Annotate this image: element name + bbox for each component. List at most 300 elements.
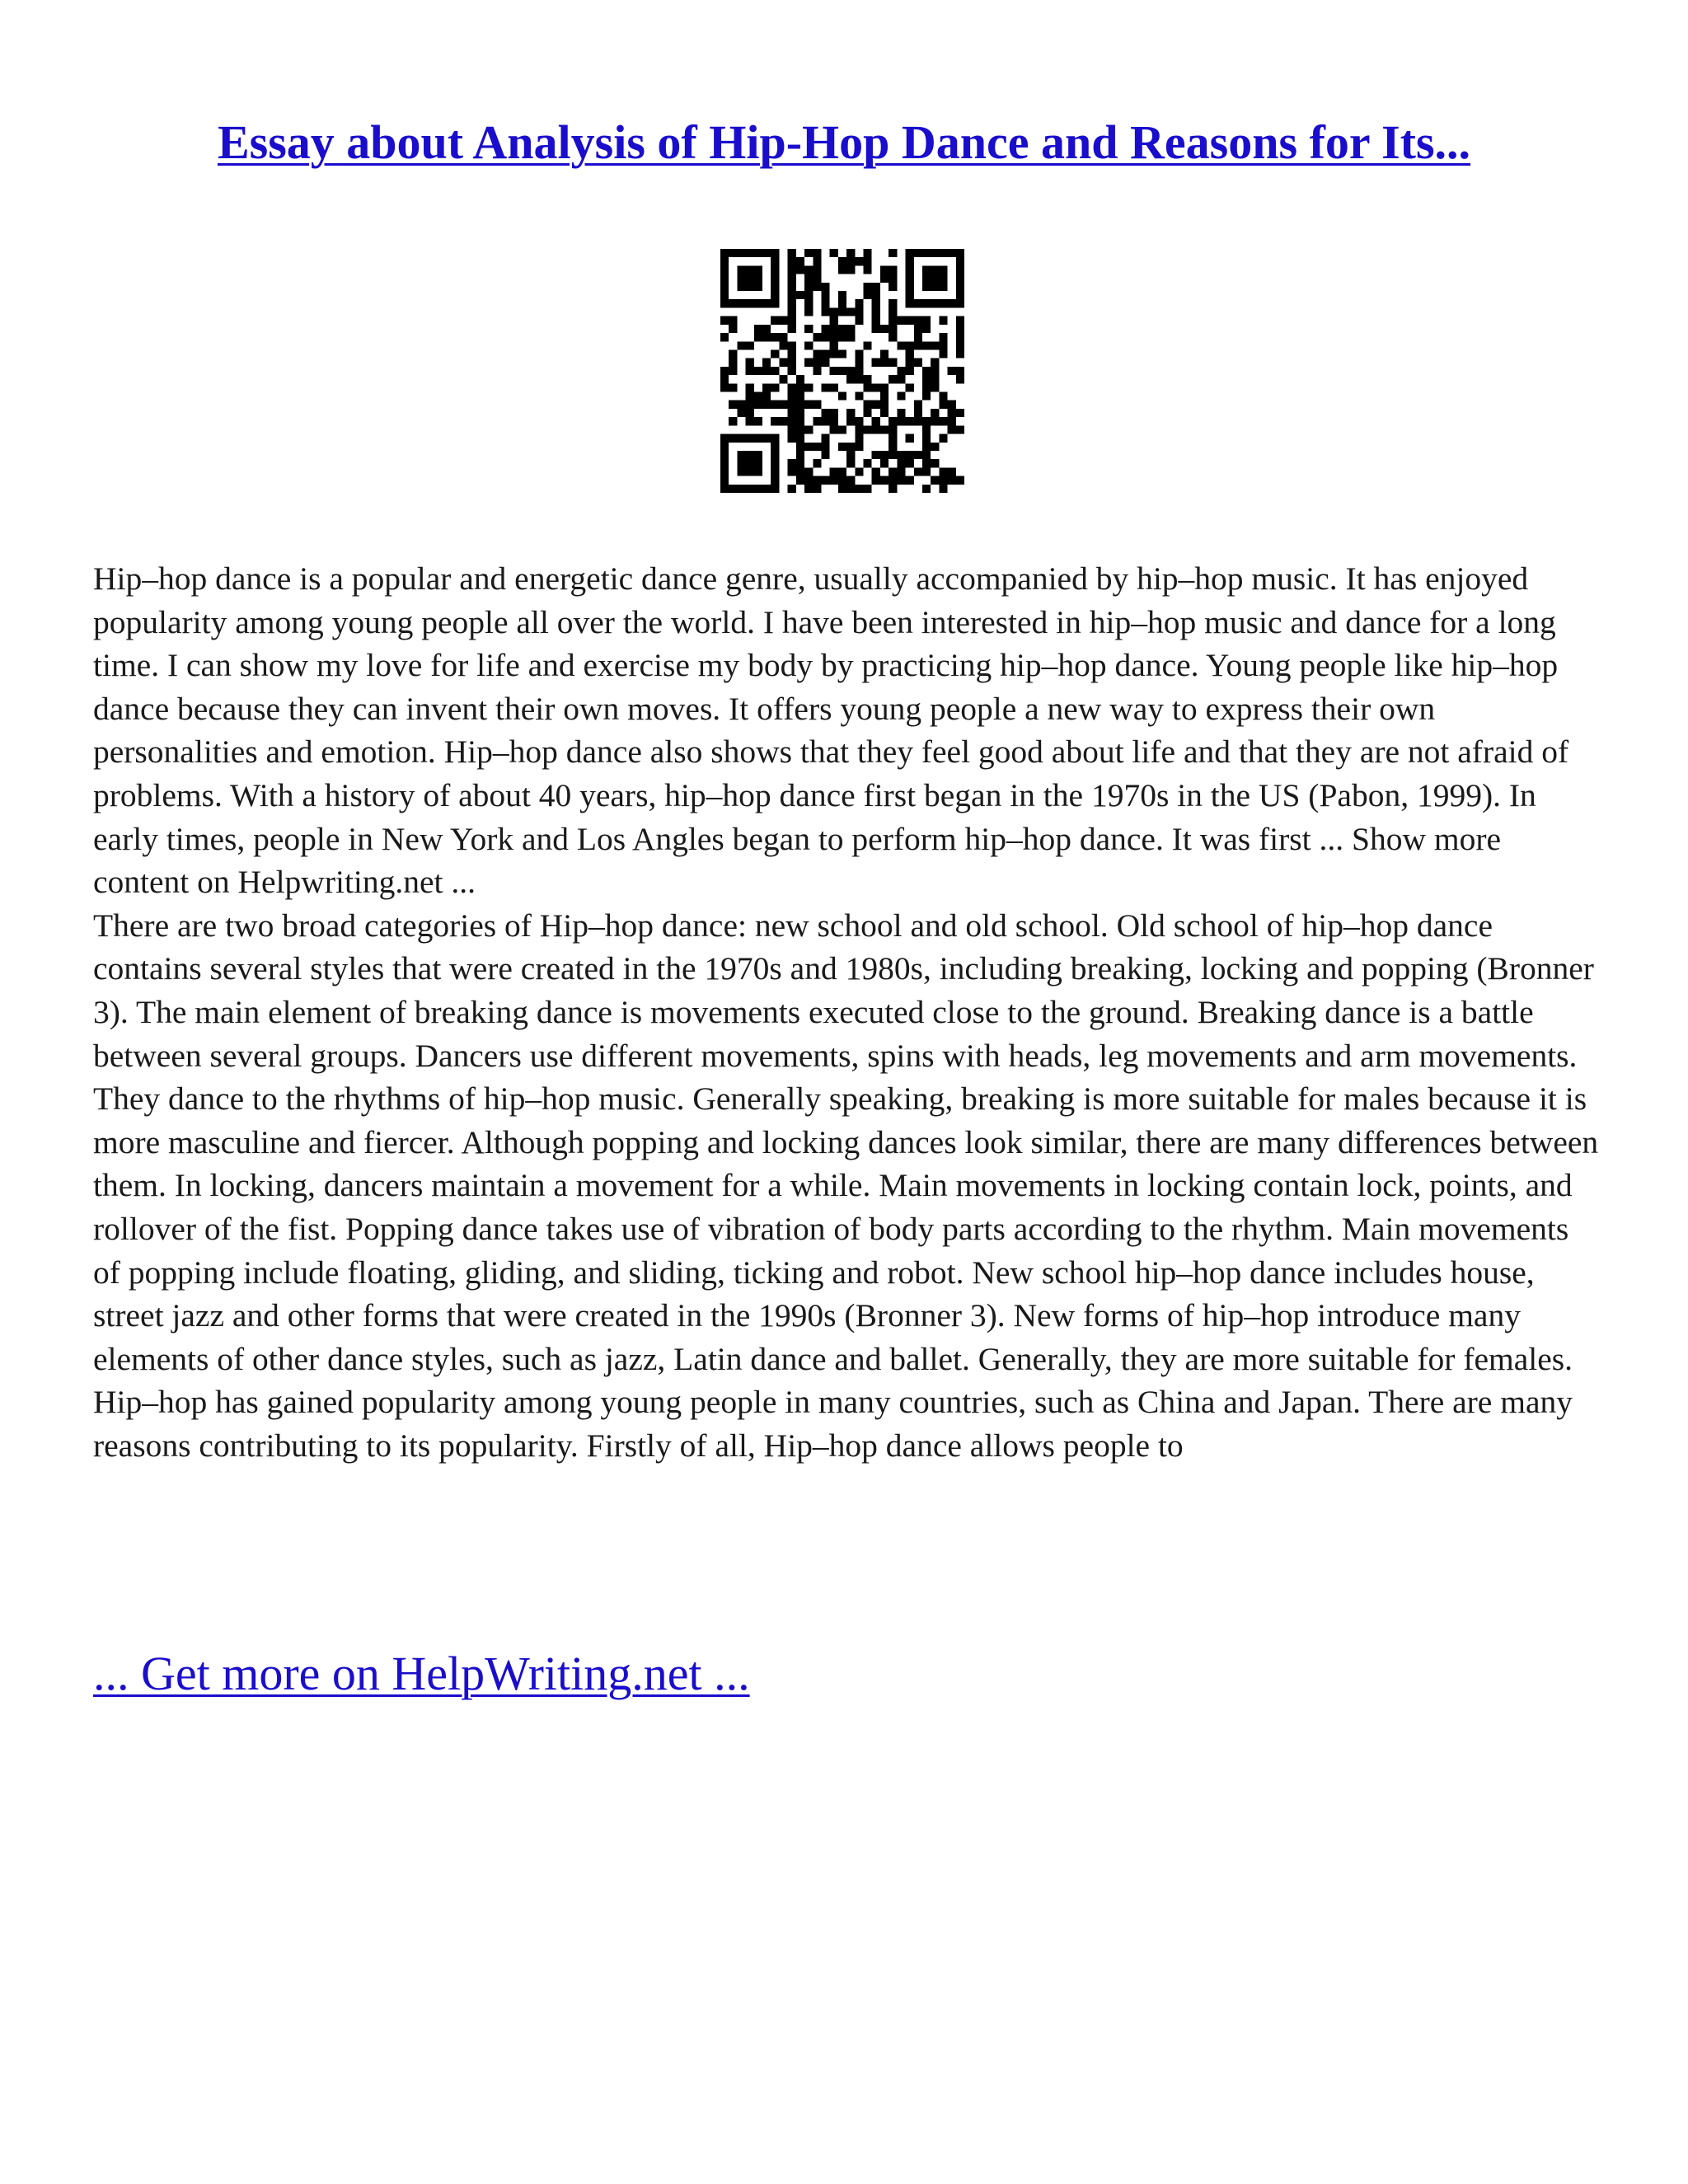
qr-module <box>762 367 771 375</box>
qr-module <box>746 409 754 417</box>
qr-module <box>771 274 779 283</box>
qr-module <box>939 333 947 341</box>
qr-module <box>922 367 931 375</box>
qr-module <box>804 401 813 409</box>
qr-module <box>922 283 931 291</box>
qr-module <box>922 467 931 476</box>
qr-module <box>729 359 737 367</box>
qr-module <box>846 367 855 375</box>
qr-module <box>813 367 821 375</box>
qr-module <box>906 249 914 257</box>
qr-module <box>939 316 947 325</box>
qr-module <box>846 417 855 425</box>
qr-module <box>889 359 897 367</box>
qr-module <box>889 274 897 283</box>
qr-module <box>830 249 838 257</box>
qr-module <box>846 409 855 417</box>
qr-module <box>846 375 855 383</box>
qr-module <box>914 401 922 409</box>
qr-module <box>796 425 804 434</box>
qr-module <box>939 283 947 291</box>
qr-module <box>737 299 745 307</box>
qr-module <box>746 434 754 443</box>
qr-module <box>813 443 821 451</box>
qr-module <box>872 299 880 307</box>
qr-module <box>906 451 914 459</box>
qr-module <box>897 409 905 417</box>
qr-module <box>889 434 897 443</box>
qr-module <box>906 316 914 325</box>
qr-module <box>838 333 846 341</box>
qr-module <box>821 476 829 485</box>
qr-module <box>771 283 779 291</box>
qr-module <box>788 249 796 257</box>
qr-module <box>762 359 771 367</box>
qr-module <box>746 383 754 391</box>
qr-module <box>922 265 931 274</box>
qr-module <box>846 265 855 274</box>
qr-module <box>762 383 771 391</box>
qr-module <box>956 316 964 325</box>
qr-module <box>889 485 897 493</box>
qr-module <box>889 467 897 476</box>
qr-module <box>880 383 889 391</box>
qr-module <box>821 333 829 341</box>
qr-module <box>889 307 897 316</box>
qr-module <box>897 451 905 459</box>
qr-module <box>729 367 737 375</box>
qr-module <box>838 349 846 358</box>
qr-module <box>830 333 838 341</box>
qr-module <box>746 485 754 493</box>
qr-module <box>804 485 813 493</box>
qr-module <box>796 459 804 467</box>
qr-module <box>897 316 905 325</box>
qr-module <box>864 425 872 434</box>
qr-module <box>846 451 855 459</box>
qr-module <box>821 325 829 333</box>
qr-module <box>931 443 939 451</box>
qr-module <box>804 291 813 299</box>
qr-module <box>821 434 829 443</box>
qr-module <box>906 257 914 265</box>
qr-module <box>830 467 838 476</box>
qr-module <box>906 383 914 391</box>
qr-module <box>788 291 796 299</box>
qr-module <box>855 299 863 307</box>
qr-module <box>956 409 964 417</box>
qr-module <box>914 417 922 425</box>
essay-paragraph-2: There are two broad categories of Hip–hop dance: new school and old school. Old school of hip–hop dance contains several styles that were created in the 1970s and 1980s, including breaking, locking and popping (Bronner 3). The main element of breaking dance is movements executed close to the ground. Breaking dance is a battle between several groups. Dancers use different movements, spins with heads, leg movements and arm movements. They dance to the rhythms of hip–hop music. Generally speaking, breaking is more suitable for males because it is more masculine and fiercer. Although popping and locking dances look similar, there are many differences between them. In locking, dancers maintain a movement for a while. Main movements in locking contain lock, points, and rollover of the fist. Popping dance takes use of vibration of body parts according to the rhythm. Main movements of popping include floating, gliding, and sliding, ticking and robot. New school hip–hop dance includes house, street jazz and other forms that were created in the 1990s (Bronner 3). New forms of hip–hop introduce many elements of other dance styles, such as jazz, Latin dance and ballet. Generally, they are more suitable for females. Hip–hop has gained popularity among young people in many countries, such as China and Japan. There are many reasons contributing to its popularity. Firstly of all, Hip–hop dance allows people to <box>93 907 1599 1464</box>
qr-module <box>746 249 754 257</box>
qr-module <box>821 383 829 391</box>
qr-module <box>855 375 863 383</box>
qr-module <box>754 451 762 459</box>
qr-module <box>729 349 737 358</box>
qr-module <box>737 341 745 349</box>
qr-module <box>855 359 863 367</box>
qr-module <box>948 476 956 485</box>
qr-module <box>906 367 914 375</box>
qr-module <box>821 299 829 307</box>
qr-module <box>914 359 922 367</box>
qr-module <box>956 274 964 283</box>
qr-module <box>771 316 779 325</box>
qr-module <box>838 299 846 307</box>
qr-module <box>956 367 964 375</box>
qr-module <box>880 274 889 283</box>
qr-module <box>931 359 939 367</box>
qr-module <box>830 325 838 333</box>
qr-module <box>788 265 796 274</box>
qr-module <box>956 349 964 358</box>
qr-module <box>720 249 729 257</box>
qr-module <box>821 451 829 459</box>
qr-module <box>880 349 889 358</box>
qr-module <box>897 467 905 476</box>
qr-module <box>720 476 729 485</box>
qr-module <box>771 383 779 391</box>
qr-module <box>720 459 729 467</box>
qr-module <box>880 401 889 409</box>
qr-module <box>762 333 771 341</box>
qr-module <box>838 425 846 434</box>
qr-module <box>948 417 956 425</box>
qr-module <box>872 283 880 291</box>
qr-module <box>788 417 796 425</box>
qr-module <box>788 467 796 476</box>
qr-module <box>779 359 787 367</box>
essay-title-link[interactable]: Essay about Analysis of Hip-Hop Dance and Reasons for Its... <box>217 115 1471 169</box>
qr-module <box>956 249 964 257</box>
qr-module <box>796 375 804 383</box>
qr-module <box>796 451 804 459</box>
qr-module <box>931 274 939 283</box>
qr-module <box>720 367 729 375</box>
qr-module <box>864 485 872 493</box>
qr-module <box>889 249 897 257</box>
qr-module <box>762 401 771 409</box>
qr-module <box>864 291 872 299</box>
qr-module <box>838 265 846 274</box>
qr-module <box>788 425 796 434</box>
qr-module <box>889 375 897 383</box>
qr-module <box>864 341 872 349</box>
qr-module <box>804 265 813 274</box>
qr-module <box>846 333 855 341</box>
qr-module <box>737 434 745 443</box>
qr-module <box>948 409 956 417</box>
qr-module <box>897 392 905 401</box>
qr-module <box>821 291 829 299</box>
qr-module <box>754 485 762 493</box>
qr-module <box>796 476 804 485</box>
qr-module <box>788 459 796 467</box>
qr-module <box>922 383 931 391</box>
qr-module <box>838 325 846 333</box>
qr-module <box>830 367 838 375</box>
qr-module <box>880 425 889 434</box>
qr-module <box>796 443 804 451</box>
qr-module <box>746 401 754 409</box>
qr-module <box>838 443 846 451</box>
qr-module <box>906 265 914 274</box>
qr-module <box>737 409 745 417</box>
qr-module <box>813 283 821 291</box>
qr-module <box>906 417 914 425</box>
qr-module <box>830 383 838 391</box>
qr-module <box>771 291 779 299</box>
qr-module <box>729 249 737 257</box>
qr-module <box>746 392 754 401</box>
qr-module <box>939 249 947 257</box>
qr-module <box>830 417 838 425</box>
qr-module <box>830 341 838 349</box>
qr-module <box>762 299 771 307</box>
qr-module <box>746 359 754 367</box>
qr-module <box>855 367 863 375</box>
qr-module <box>720 383 729 391</box>
qr-module <box>906 283 914 291</box>
qr-module <box>948 367 956 375</box>
qr-module <box>737 467 745 476</box>
qr-module <box>720 333 729 341</box>
qr-module <box>855 392 863 401</box>
qr-module <box>906 349 914 358</box>
qr-module <box>897 459 905 467</box>
qr-module <box>922 451 931 459</box>
qr-module <box>788 257 796 265</box>
qr-module <box>939 274 947 283</box>
qr-module <box>889 283 897 291</box>
qr-module <box>720 316 729 325</box>
qr-module <box>889 333 897 341</box>
qr-module <box>855 443 863 451</box>
qr-module <box>939 341 947 349</box>
qr-module <box>746 467 754 476</box>
qr-module <box>914 249 922 257</box>
qr-module <box>939 401 947 409</box>
qr-module <box>846 476 855 485</box>
qr-module <box>788 401 796 409</box>
qr-module <box>771 417 779 425</box>
qr-module <box>939 299 947 307</box>
qr-module <box>872 383 880 391</box>
qr-module <box>897 367 905 375</box>
qr-module <box>889 443 897 451</box>
qr-module <box>771 451 779 459</box>
qr-module <box>788 409 796 417</box>
qr-module <box>804 299 813 307</box>
qr-module <box>754 325 762 333</box>
qr-module <box>939 349 947 358</box>
qr-module <box>914 325 922 333</box>
qr-module <box>897 341 905 349</box>
qr-module <box>880 392 889 401</box>
qr-module <box>746 451 754 459</box>
qr-module <box>872 425 880 434</box>
qr-module <box>931 299 939 307</box>
qr-module <box>729 299 737 307</box>
qr-module <box>771 299 779 307</box>
qr-module <box>846 249 855 257</box>
qr-module <box>788 383 796 391</box>
qr-module <box>796 434 804 443</box>
qr-module <box>889 265 897 274</box>
qr-module <box>846 459 855 467</box>
qr-module <box>872 401 880 409</box>
qr-module <box>788 316 796 325</box>
qr-module <box>948 299 956 307</box>
qr-module <box>956 333 964 341</box>
qr-module <box>746 417 754 425</box>
qr-module <box>922 485 931 493</box>
qr-module <box>855 257 863 265</box>
qr-module <box>846 325 855 333</box>
qr-module <box>762 434 771 443</box>
qr-module <box>922 249 931 257</box>
qr-module <box>771 257 779 265</box>
qr-module <box>956 476 964 485</box>
qr-module <box>906 359 914 367</box>
qr-module <box>939 476 947 485</box>
qr-module <box>838 392 846 401</box>
qr-module <box>729 417 737 425</box>
qr-module <box>931 249 939 257</box>
qr-module <box>948 467 956 476</box>
qr-module <box>813 476 821 485</box>
qr-module <box>821 359 829 367</box>
qr-module <box>855 425 863 434</box>
qr-module <box>754 459 762 467</box>
qr-module <box>813 274 821 283</box>
qr-module <box>922 375 931 383</box>
qr-code-icon <box>720 249 964 493</box>
qr-module <box>737 401 745 409</box>
qr-module <box>922 459 931 467</box>
qr-module <box>729 383 737 391</box>
qr-module <box>754 467 762 476</box>
qr-module <box>931 265 939 274</box>
qr-module <box>864 257 872 265</box>
qr-module <box>864 249 872 257</box>
qr-module <box>804 307 813 316</box>
qr-module <box>922 316 931 325</box>
qr-module <box>956 265 964 274</box>
qr-module <box>788 349 796 358</box>
qr-module <box>931 417 939 425</box>
qr-module <box>889 451 897 459</box>
qr-module <box>838 291 846 299</box>
qr-module <box>821 283 829 291</box>
qr-module <box>838 467 846 476</box>
qr-module <box>804 467 813 476</box>
qr-module <box>914 316 922 325</box>
qr-module <box>931 409 939 417</box>
qr-module <box>922 299 931 307</box>
qr-module <box>880 409 889 417</box>
qr-module <box>737 451 745 459</box>
qr-module <box>788 359 796 367</box>
qr-module <box>880 359 889 367</box>
qr-module <box>720 375 729 383</box>
qr-module <box>939 392 947 401</box>
qr-module <box>855 316 863 325</box>
qr-module <box>804 359 813 367</box>
qr-module <box>779 375 787 383</box>
qr-module <box>754 417 762 425</box>
qr-module <box>855 417 863 425</box>
qr-module <box>830 316 838 325</box>
qr-module <box>956 341 964 349</box>
qr-module <box>872 359 880 367</box>
qr-module <box>872 316 880 325</box>
qr-module <box>922 341 931 349</box>
qr-module <box>754 367 762 375</box>
qr-module <box>906 434 914 443</box>
qr-module <box>804 325 813 333</box>
get-more-link[interactable]: ... Get more on HelpWriting.net ... <box>93 1647 750 1700</box>
qr-module <box>762 249 771 257</box>
qr-module <box>720 274 729 283</box>
qr-module <box>948 425 956 434</box>
qr-module <box>956 283 964 291</box>
qr-module <box>914 299 922 307</box>
qr-module <box>838 485 846 493</box>
qr-module <box>813 265 821 274</box>
qr-module <box>914 451 922 459</box>
essay-body <box>93 557 1601 1467</box>
qr-module <box>771 265 779 274</box>
qr-module <box>746 367 754 375</box>
essay-paragraph-1: Hip–hop dance is a popular and energetic dance genre, usually accompanied by hip–hop music. It has enjoyed popularity among young people all over the world. I have been interested in hip–hop music and dance for a long time. I can show my love for life and exercise my body by practicing hip–hop dance. Young people like hip–hop dance because they can invent their own moves. It offers young people a new way to express their own personalities and emotion. Hip–hop dance also shows that they feel good about life and that they are not afraid of problems. With a history of about 40 years, hip–hop dance first began in the 1970s in the US (Pabon, 1999). In early times, people in New York and Los Angles began to perform hip–hop dance. It was first ... Show more content on Helpwriting.net ... <box>93 560 1569 901</box>
qr-module <box>956 299 964 307</box>
qr-module <box>754 265 762 274</box>
qr-module <box>948 249 956 257</box>
qr-module <box>737 274 745 283</box>
qr-module <box>771 434 779 443</box>
qr-module <box>931 283 939 291</box>
qr-module <box>754 401 762 409</box>
qr-module <box>872 417 880 425</box>
qr-module <box>754 392 762 401</box>
qr-module <box>788 299 796 307</box>
qr-module <box>846 257 855 265</box>
qr-module <box>864 375 872 383</box>
qr-module <box>804 249 813 257</box>
qr-module <box>872 307 880 316</box>
qr-module <box>931 341 939 349</box>
qr-module <box>720 485 729 493</box>
qr-module <box>771 476 779 485</box>
qr-module <box>796 257 804 265</box>
qr-module <box>804 443 813 451</box>
qr-module <box>897 375 905 383</box>
qr-module <box>804 383 813 391</box>
qr-module <box>804 476 813 485</box>
qr-module <box>864 401 872 409</box>
qr-module <box>880 265 889 274</box>
qr-module <box>720 299 729 307</box>
qr-module <box>771 349 779 358</box>
qr-module <box>821 443 829 451</box>
qr-module <box>855 349 863 358</box>
qr-module <box>889 325 897 333</box>
qr-module <box>788 485 796 493</box>
qr-module <box>737 459 745 467</box>
qr-module <box>729 325 737 333</box>
qr-module <box>830 476 838 485</box>
